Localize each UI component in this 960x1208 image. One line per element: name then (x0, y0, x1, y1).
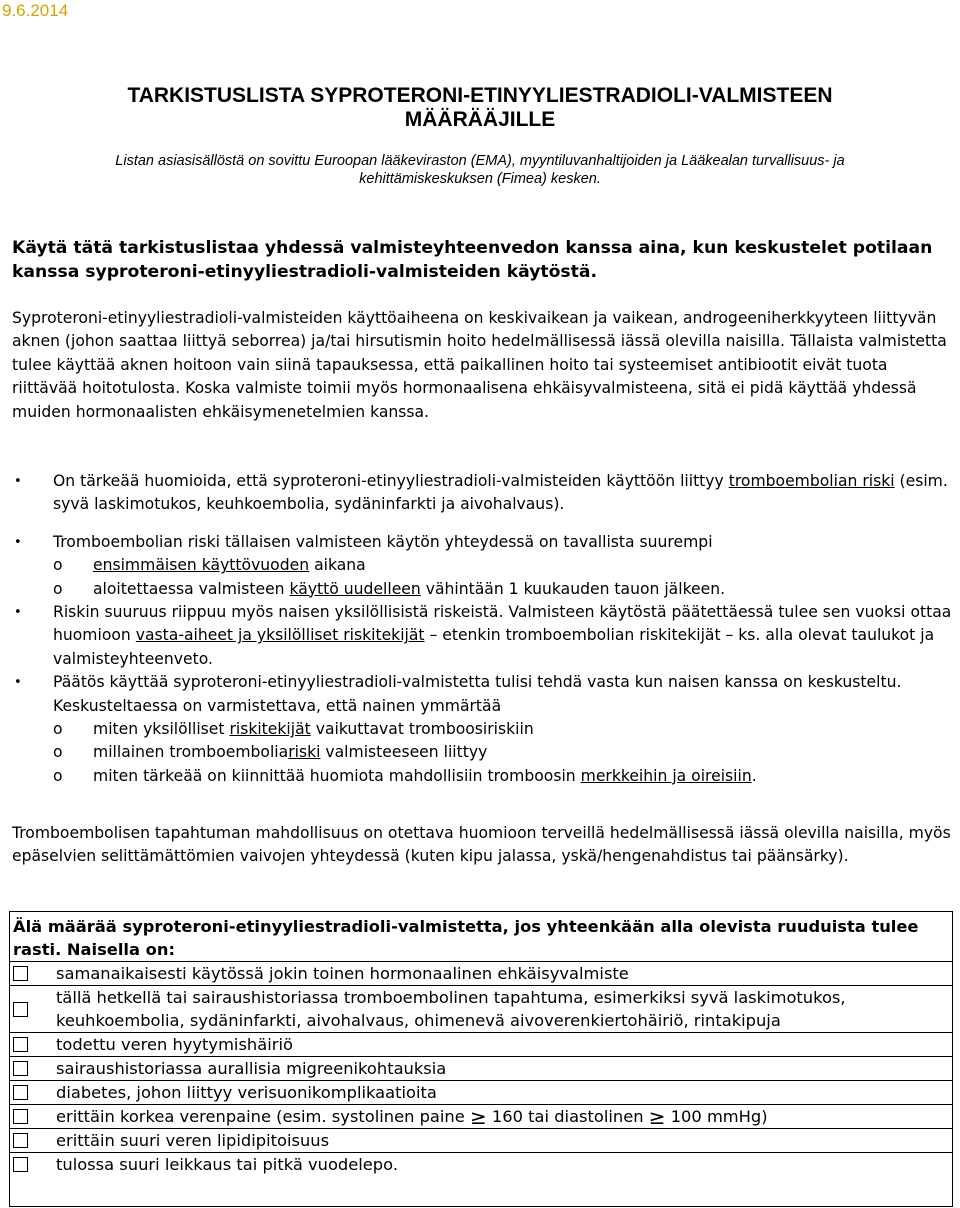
sub-list-item: o miten yksilölliset riskitekijät vaikuttavat tromboosiriskiin (12, 718, 956, 741)
contraindication-checklist (9, 911, 953, 1207)
bullet-icon: • (14, 675, 22, 691)
bullet-icon: • (14, 605, 22, 621)
awareness-paragraph: Tromboembolisen tapahtuman mahdollisuus on otettava huomioon terveillä hedelmällisessä iässä olevilla naisilla, myös epäselvien selittämättömien vaivojen yhteydessä (kuten kipu jalassa, yskä/hengenahdistus tai päänsärky). (12, 824, 951, 866)
checklist-title: Älä määrää syproteroni-etinyyliestradioli-valmistetta, jos yhteenkään alla olevista ruuduista tulee rasti. Naisella on: (13, 917, 919, 959)
sub-bullet-icon: o (53, 766, 63, 785)
sub-bullet-icon: o (53, 720, 63, 739)
checkbox-icon[interactable] (10, 1037, 52, 1052)
checkbox-icon[interactable] (10, 1133, 52, 1148)
checkbox-icon[interactable] (10, 1085, 52, 1100)
checklist-row[interactable]: diabetes, johon liittyy verisuonikomplikaatioita (10, 1080, 952, 1104)
checkbox-icon[interactable] (10, 1061, 52, 1076)
lead-instruction: Käytä tätä tarkistuslistaa yhdessä valmisteyhteenvedon kanssa aina, kun keskustelet potilaan kanssa syproteroni-etinyyliestradioli-valmisteiden käytöstä. (12, 238, 933, 282)
checklist-row[interactable]: todettu veren hyytymishäiriö (10, 1032, 952, 1056)
sub-list-item: o millainen tromboemboliariski valmisteeseen liittyy (12, 741, 956, 764)
indication-paragraph: Syproteroni-etinyyliestradioli-valmisteiden käyttöaiheena on keskivaikean ja vaikean, androgeeniherkkyyteen liittyvän aknen (johon saattaa liittyä seborrea) ja/tai hirsutismin hoito hedelmällisessä iässä olevilla naisilla. Tällaista valmistetta tulee käyttää aknen hoitoon vain siinä tapauksessa, että paikallinen hoito tai systeemiset antibiootit eivät tuota riittävää hoitotulosta. Koska valmiste toimii myös hormonaalisena ehkäisyvalmisteena, sitä ei pidä käyttää yhdessä muiden hormonaalisten ehkäisymenetelmien kanssa. (12, 309, 947, 421)
checklist-row[interactable]: erittäin korkea verenpaine (esim. systolinen paine ≥ 160 tai diastolinen ≥ 100 mmHg) (10, 1104, 952, 1128)
list-item: • Tromboembolian riski tällaisen valmisteen käytön yhteydessä on tavallista suurempi (12, 531, 956, 554)
checkbox-icon[interactable] (10, 966, 52, 981)
intro-note: Listan asiasisällöstä on sovittu Euroopan lääkeviraston (EMA), myyntiluvanhaltijoiden ja Lääkealan turvallisuus- ja kehittämiskeskuksen (Fimea) kesken. (115, 153, 845, 187)
sub-list-item: o miten tärkeää on kiinnittää huomiota mahdollisiin tromboosin merkkeihin ja oireisiin. (12, 765, 956, 788)
list-item: • Päätös käyttää syproteroni-etinyyliestradioli-valmistetta tulisi tehdä vasta kun naisen kanssa on keskusteltu. Keskusteltaessa on varmistettava, että nainen ymmärtää (14, 673, 902, 715)
greater-equal-icon: ≥ (648, 1105, 666, 1129)
sub-bullet-icon: o (53, 743, 63, 762)
sub-list-item: o ensimmäisen käyttövuoden aikana (12, 554, 956, 577)
sub-bullet-icon: o (53, 556, 63, 575)
checklist-row[interactable]: tällä hetkellä tai sairaushistoriassa tromboembolinen tapahtuma, esimerkiksi syvä laskimotukos, keuhkoembolia, sydäninfarkti, aivohalvaus, ohimenevä aivoverenkiertohäiriö, rintakipuja (10, 985, 952, 1032)
checkbox-icon[interactable] (10, 1109, 52, 1124)
bullet-icon: • (14, 474, 22, 489)
page-title: TARKISTUSLISTA SYPROTERONI-ETINYYLIESTRADIOLI-VALMISTEEN MÄÄRÄÄJILLE (127, 84, 833, 131)
checklist-row[interactable]: samanaikaisesti käytössä jokin toinen hormonaalinen ehkäisyvalmiste (10, 961, 952, 985)
bullet-icon: • (14, 534, 22, 550)
sub-list-item: o aloitettaessa valmisteen käyttö uudelleen vähintään 1 kuukauden tauon jälkeen. (12, 578, 956, 601)
checklist-row[interactable]: tulossa suuri leikkaus tai pitkä vuodelepo. (10, 1152, 952, 1176)
bullet-list (12, 470, 956, 788)
checklist-row[interactable]: sairaushistoriassa aurallisia migreenikohtauksia (10, 1056, 952, 1080)
list-item: • Riskin suuruus riippuu myös naisen yksilöllisistä riskeistä. Valmisteen käytöstä päätettäessä tulee sen vuoksi ottaa huomioon vasta-aiheet ja yksilölliset riskitekijät – etenkin tromboembolian riskitekijät – ks. alla olevat taulukot ja valmisteyhteenveto. (14, 603, 952, 668)
document-date: 9.6.2014 (2, 1, 69, 20)
sub-bullet-icon: o (53, 579, 63, 598)
list-item: • On tärkeää huomioida, että syproteroni-etinyyliestradioli-valmisteiden käyttöön liittyy tromboembolian riski (esim. syvä laskimotukos, keuhkoembolia, sydäninfarkti ja aivohalvaus). (14, 472, 948, 514)
checklist-row[interactable]: erittäin suuri veren lipidipitoisuus (10, 1128, 952, 1152)
checkbox-icon[interactable] (10, 1002, 52, 1017)
checkbox-icon[interactable] (10, 1157, 52, 1172)
greater-equal-icon: ≥ (469, 1105, 487, 1129)
